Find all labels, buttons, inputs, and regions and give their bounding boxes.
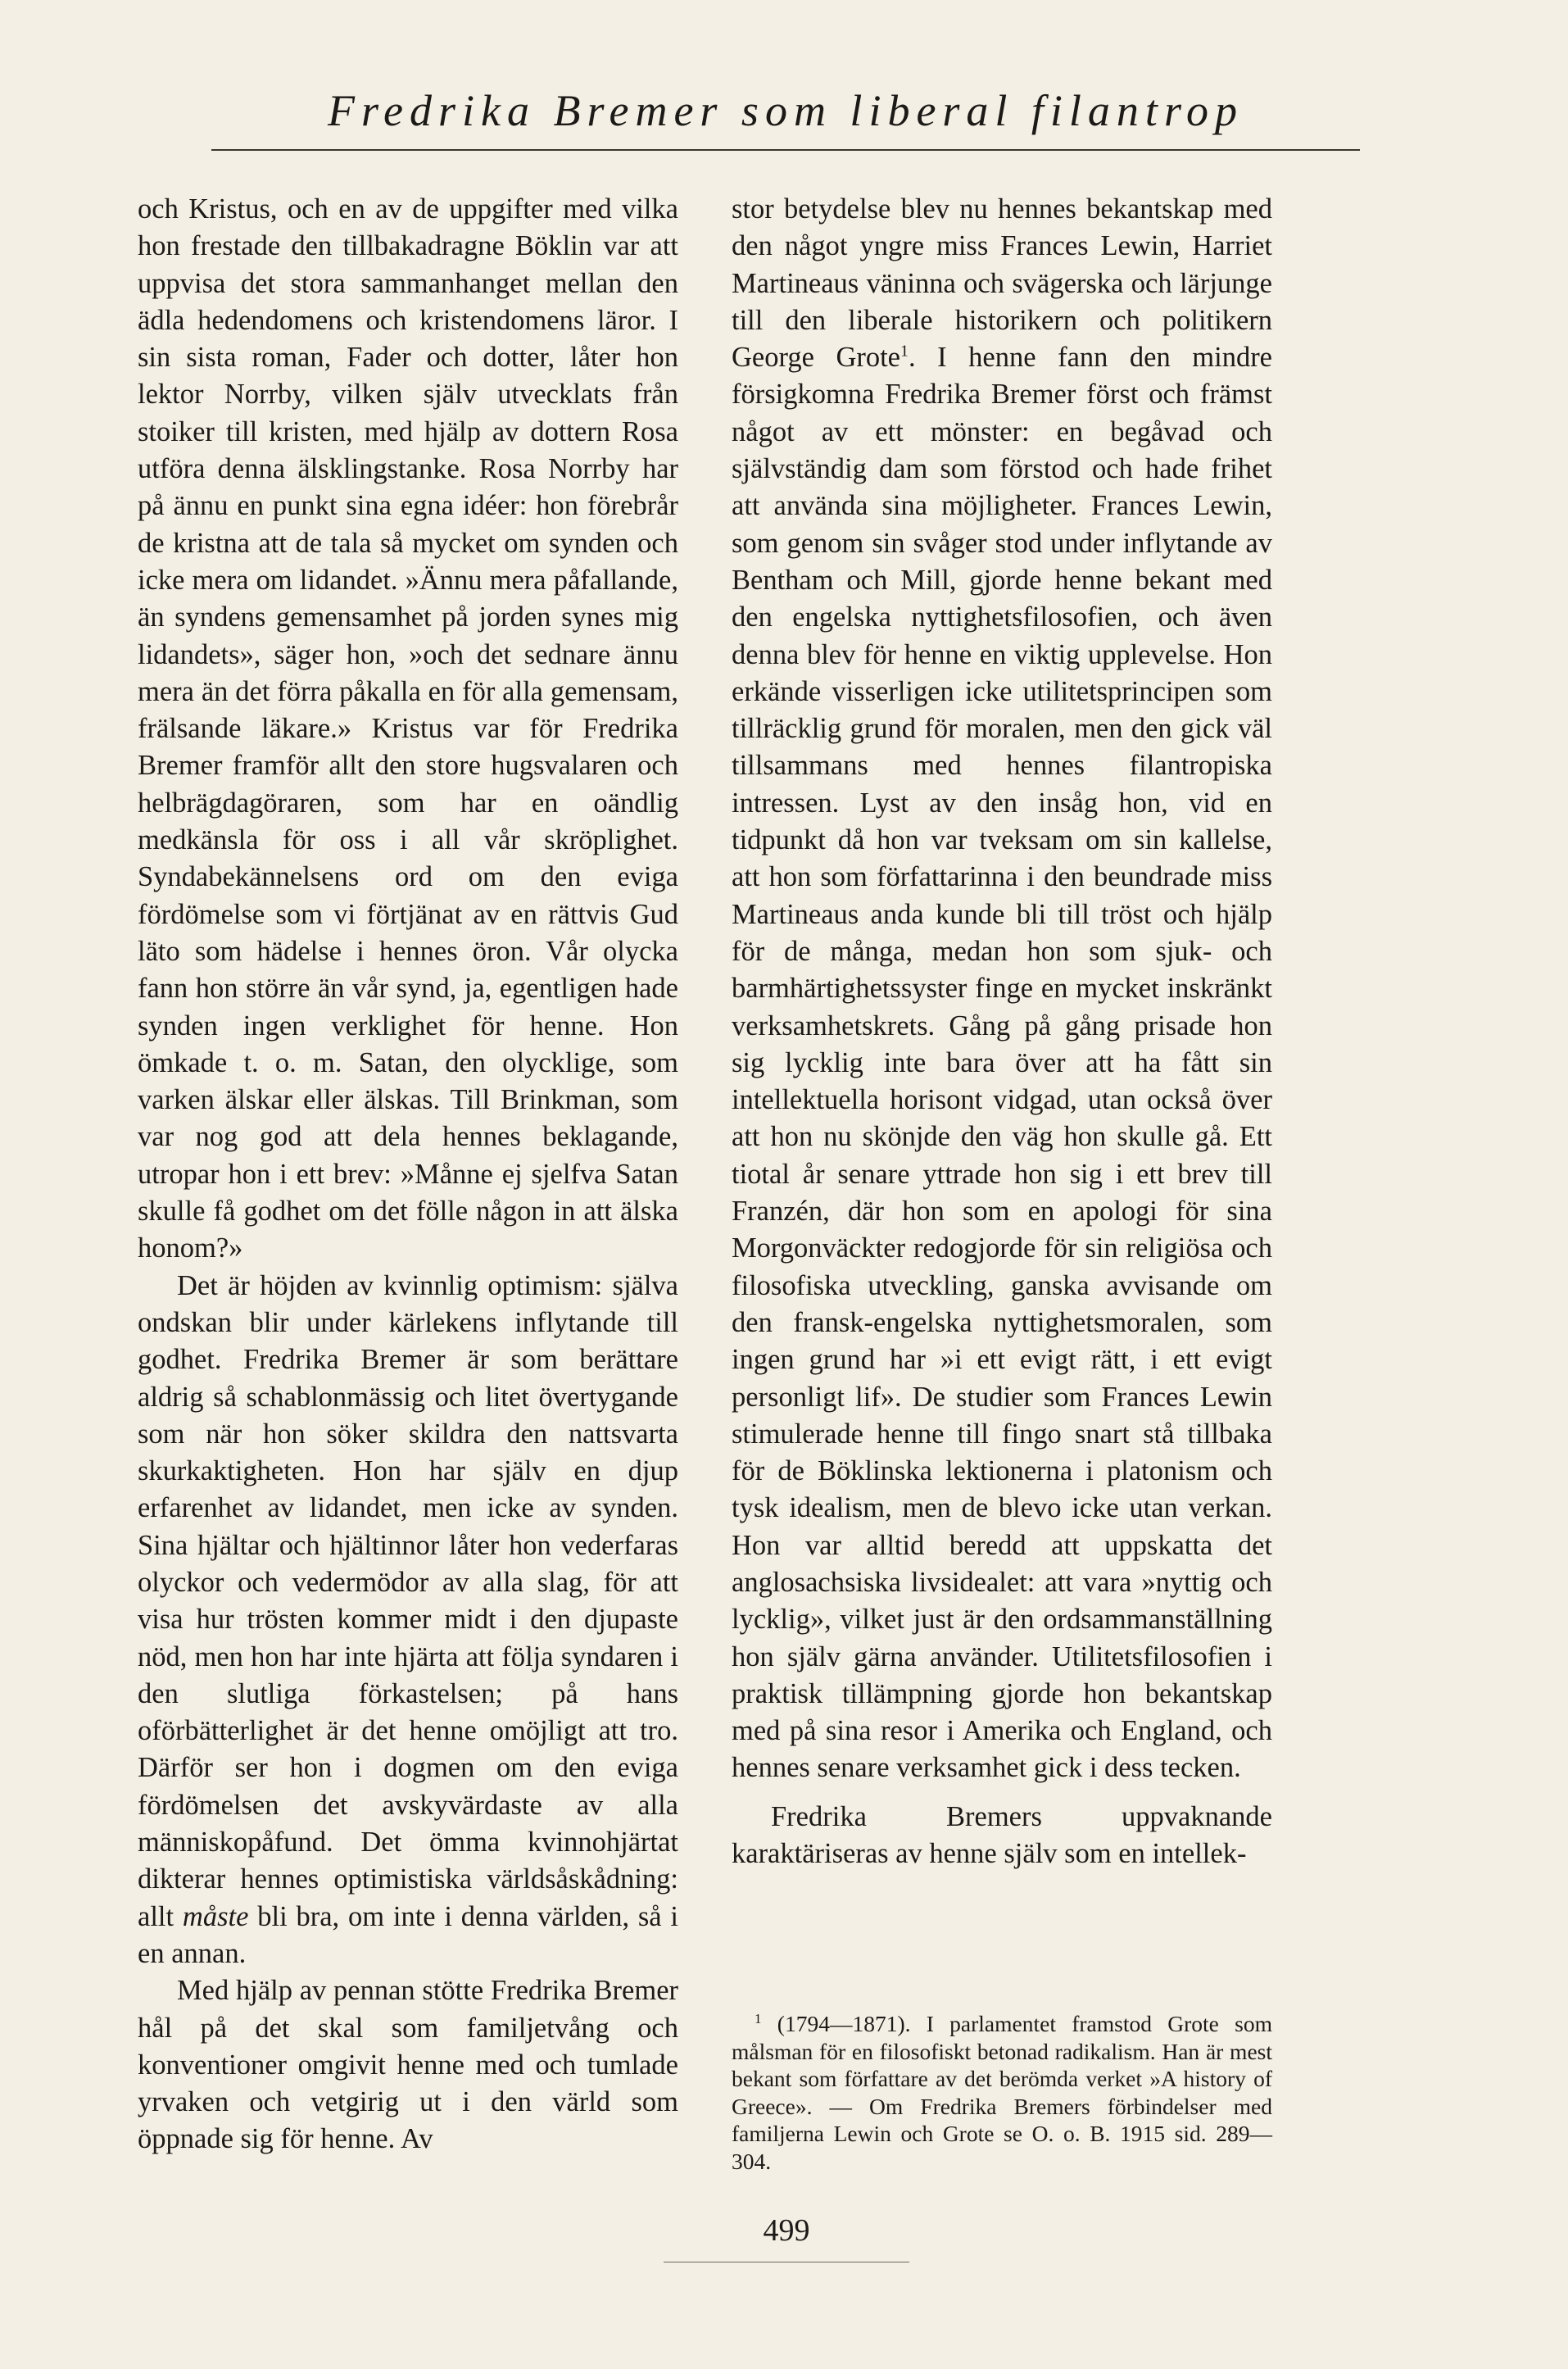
page-number: 499 [763, 2213, 810, 2248]
right-paragraph-2: Fredrika Bremers uppvaknande karaktäriseras av henne själv som en intellek- [732, 1800, 1272, 1870]
header-rule [211, 149, 1360, 151]
running-header: Fredrika Bremer som liberal filantrop [328, 86, 1244, 135]
left-paragraph-2-text-a: Det är höjden av kvinnlig optimism: själva ondskan blir under kärlekens inflytande till godhet. Fredrika Bremer är som berättare aldrig så schablonmässig och litet övertygande som när hon söker skildra den nattsvarta skurkaktigheten. Hon har själv en djup erfarenhet av lidandet, men icke av synden. Sina hjältar och hjältinnor låter hon vederfaras olyckor och vedermödor av alla slag, för att visa hur trösten kommer midt i den djupaste nöd, men hon har inte hjärta att följa syndaren i den slutliga förkastelsen; på hans oförbätterlighet är det henne omöjligt att tro. Därför ser hon i dogmen om den eviga fördömelsen det avskyvärdaste av alla människopåfund. Det ömma kvinnohjärtat dikterar hennes optimistiska världsåskådning: allt [138, 1269, 678, 1932]
right-column [732, 191, 1272, 1872]
left-paragraph-2 [138, 1268, 678, 1973]
emphasis-maste: måste [182, 1900, 249, 1932]
footnote-text: (1794—1871). I parlamentet framstod Grote som målsman för en filosofiskt betonad radikalism. Han är mest bekant som författare av det berömda verket »A history of Greece». — Om Fredrika Bremers förbindelser med familjerna Lewin och Grote se O. o. B. 1915 sid. 289—304. [732, 2011, 1272, 2174]
right-paragraph-1 [732, 191, 1272, 1787]
footnote-body [732, 2010, 1272, 2175]
footnote-number: 1 [755, 2010, 762, 2026]
right-paragraph-1-text-b: . I henne fann den mindre försigkomna Fredrika Bremer först och främst något av ett mönster: en begåvad och självständig dam som förstod och hade frihet att använda sina möjligheter. Frances Lewin, som genom sin svåger stod under inflytande av Bentham och Mill, gjorde henne bekant med den engelska nyttighetsfilosofien, och även denna blev för henne en viktig upplevelse. Hon erkände visserligen icke utilitetsprincipen som tillräcklig grund för moralen, men den gick väl tillsammans med hennes filantropiska intressen. Lyst av den insåg hon, vid en tidpunkt då hon var tveksam om sin kallelse, att hon som författarinna i den beundrade miss Martineaus anda kunde bli till tröst och hjälp för de många, medan hon som sjuk- och barmhärtighetssyster finge en mycket inskränkt verksamhetskrets. Gång på gång prisade hon sig lycklig inte bara över att ha fått sin intellektuella horisont vidgad, utan också över att hon nu skönjde den väg hon skulle gå. Ett tiotal år senare yttrade hon sig i ett brev till Franzén, där hon som en apologi för sina Morgonväckter redogjorde för sin religiösa och filosofiska utveckling, ganska avvisande om den fransk-engelska nyttighetsmoralen, som ingen grund har »i ett evigt rätt, i ett evigt personligt lif». De studier som Frances Lewin stimulerade henne till fingo snart stå tillbaka för de Böklinska lektionerna i platonism och tysk idealism, men de blevo icke utan verkan. Hon var alltid beredd att uppskatta det anglosachsiska livsidealet: att vara »nyttig och lycklig», vilket just är den ordsammanställning hon själv gärna använder. Utilitetsfilosofien i praktisk tillämpning gjorde hon bekantskap med på sina resor i Amerika och England, och hennes senare verksamhet gick i dess tecken. [732, 342, 1272, 1784]
right-paragraph-1-text-a: stor betydelse blev nu hennes bekantskap med den något yngre miss Frances Lewin, Harriet Martineaus väninna och svägerska och lärjunge till den liberale historikern och politikern George Grote [732, 193, 1272, 374]
left-paragraph-1: och Kristus, och en av de uppgifter med vilka hon frestade den tillbakadragne Böklin var att uppvisa det stora sammanhanget mellan den ädla hedendomens och kristendomens läror. I sin sista roman, Fader och dotter, låter hon lektor Norrby, vilken själv utvecklats från stoiker till kristen, med hjälp av dottern Rosa utföra denna älsklingstanke. Rosa Norrby har på ännu en punkt sina egna idéer: hon förebrår de kristna att de tala så mycket om synden och icke mera om lidandet. »Ännu mera påfallande, än syndens gemensamhet på jorden synes mig lidandets», säger hon, »och det sednare ännu mera än det förra påkalla en för alla gemensam, frälsande läkare.» Kristus var för Fredrika Bremer framför allt den store hugsvalaren och helbrägdagöraren, som har en oändlig medkänsla för oss i all vår skröplighet. Syndabekännelsens ord om den eviga fördömelse som vi förtjänat av en rättvis Gud läto som hädelse i hennes öron. Vår olycka fann hon större än vår synd, ja, egentligen hade synden ingen verklighet för henne. Hon ömkade t. o. m. Satan, den olycklige, som varken älskar eller älskas. Till Brinkman, som var nog god att dela hennes beklagande, utropar hon i ett brev: »Månne ej sjelfva Satan skulle få godhet om det fölle någon in att älska honom?» [138, 193, 678, 1264]
left-paragraph-3: Med hjälp av pennan stötte Fredrika Bremer hål på det skal som familjetvång och konventioner omgivit henne med och tumlade yrvaken och vetgirig ut i den värld som öppnade sig för henne. Av [138, 1975, 678, 2155]
left-paragraph-2-text-b: bli bra, om inte i denna världen, så i en annan. [138, 1900, 679, 1969]
left-column [138, 191, 678, 2158]
footnote-reference: 1 [900, 342, 909, 361]
footnote [732, 2010, 1272, 2175]
